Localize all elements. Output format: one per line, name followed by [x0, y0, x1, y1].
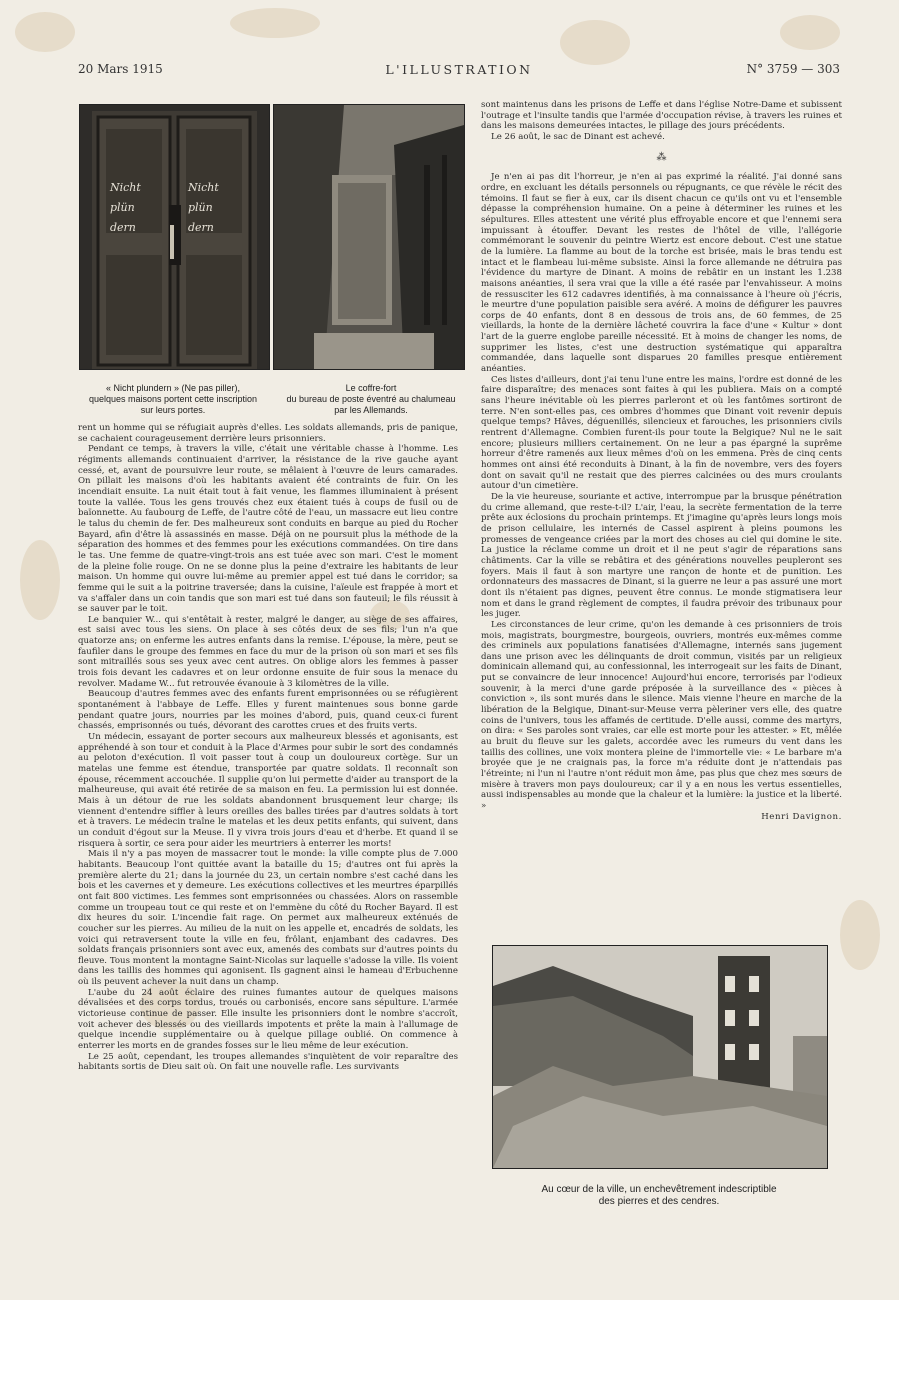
- journal-title: L'ILLUSTRATION: [385, 62, 533, 77]
- paper-stain: [840, 900, 880, 970]
- caption-line: Le coffre-fort: [345, 383, 397, 393]
- caption-line: quelques maisons portent cette inscription: [88, 394, 258, 404]
- safe-illustration: [274, 105, 464, 369]
- issue-date: 20 Mars 1915: [78, 62, 163, 76]
- paragraph: Pendant ce temps, à travers la ville, c'était une véritable chasse à l'homme. Les régiments allemands continuaient d'arriver, la résistance de la rive gauche ayant cessé, et, avant de poursuivre leur route, se mêlaient à l'œuvre de leurs camarades. On pillait les maisons d'où les habitants avaient été contraints de fuir. On les incendiait ensuite. La nuit était tout à fait venue, les flammes illuminaient à présent toute la vallée. Tous les gens trouvés chez eux étaient tués à coups de fusil ou de baïonnette. Au faubourg de Leffe, de l'autre côté de l'eau, un massacre eut lieu contre le talus du chemin de fer. Des malheureux sont conduits en barque au pied du Rocher Bayard, afin d'être là assassinés en masse. Déjà on ne poursuit plus la méthode de la séparation des hommes et des femmes pour les exécutions commandées. On tire dans le tas. Une femme de quatre-vingt-trois ans est tuée avec son mari. C'est le moment de la pleine folie rouge. On ne se donne plus la peine d'extraire les habitants de leur maison. Un homme qui ouvre lui-même au premier appel est tué dans le corridor; sa femme qui le suit a la poitrine traversée; dans la cuisine, l'aïeule est frappée à mort et va s'affaler dans un coin tandis que son mari est tué dans son fauteuil; le fils réussit à se sauver par le toit.: [78, 444, 458, 615]
- safe-photo: [273, 104, 465, 370]
- paragraph: Le banquier W... qui s'entêtait à rester, malgré le danger, au siège de ses affaires, est saisi avec tous les siens. On place à ses côtés deux de ses fils; l'un n'a que quatorze ans; on enferme les autres enfants dans la remise. L'épouse, la mère, peut se faufiler dans le groupe des femmes en face du mur de la prison où son mari et ses fils sont mitraillés sous ses yeux avec cent autres. On oblige alors les femmes à passer trois fois devant les cadavres et on leur ordonne ensuite de fuir sous la menace du revolver. Madame W... fut retrouvée évanouie à 3 kilomètres de la ville.: [78, 614, 458, 689]
- door-photo-caption: [62, 383, 284, 416]
- paragraph: Mais il n'y a pas moyen de massacrer tout le monde: la ville compte plus de 7.000 habitants. Beaucoup l'ont quittée avant la bataille du 15; d'autres ont fui après la première alerte du 21; dans la journée du 23, un certain nombre s'est caché dans les bois et les cavernes et y demeure. Les exécutions collectives et les meurtres éparpillés ont fait 800 victimes. Les femmes sont emprisonnées ou chassées. Alors on rassemble comme un troupeau tout ce qui reste et on l'emmène du côté du Rocher Bayard. Il est dix heures du soir. L'incendie fait rage. On permet aux malheureux exténués de coucher sur les pierres. Au milieu de la nuit on les appelle et, encadrés de soldats, les voici qui retraversent toute la ville en feu, frôlant, enjambant des cadavres. Des soldats français prisonniers sont avec eux, amenés des combats sur d'autres points du fleuve. Tous montent la montagne Saint-Nicolas sur laquelle s'adosse la ville. Ils voient dans les taillis des hommes qui agonisent. Ils gagnent ainsi le hameau d'Erbuchenne où ils peuvent achever la nuit dans un champ.: [78, 849, 458, 988]
- caption-line: sur leurs portes.: [140, 405, 206, 415]
- caption-line: par les Allemands.: [334, 405, 408, 415]
- paper-stain: [20, 540, 60, 620]
- paragraph: Je n'en ai pas dit l'horreur, je n'en ai pas exprimé la réalité. J'ai donné sans ordre, en excluant les détails personnels ou répugnants, ce que révèle le récit des témoins. Il faut se fier à eux, car ils disent chacun ce qu'ils ont vu et l'ensemble dépasse la compréhension humaine. On a peine à déterminer les ruines et les sépultures. Elles attestent une vérité plus effroyable encore et que l'ennemi sera impuissant à étouffer. Devant les restes de l'hôtel de ville, l'allégorie commémorant le souvenir du peintre Wiertz est encore debout. C'est une statue de la lumière. La flamme au bout de la torche est brisée, mais le bras tendu est intact et le flambeau lui-même subsiste. Ainsi la force allemande ne détruira pas l'évidence du martyre de Dinant. A moins de rebâtir en un instant les 1.238 maisons anéanties, il sera vrai que la ville a été rasée par l'envahisseur. A moins de ressusciter les 612 cadavres identifiés, à ma connaissance à l'heure où j'écris, le meurtre d'une population paisible sera avéré. A moins de défigurer les pauvres corps de 40 enfants, dont 8 en dessous de trois ans, de 60 femmes, de 25 vieillards, la honte de la dernière lâcheté couvrira la face d'une « Kultur » dont l'art de la guerre englobe pareille nécessité. Et à moins de changer les noms, de supprimer les listes, c'est une destruction systématique qui apparaîtra commandée, dans laquelle sont disparues 20 familles presque entièrement anéanties.: [481, 172, 842, 375]
- paper-stain: [780, 15, 840, 50]
- safe-photo-caption: [268, 383, 474, 416]
- ruins-photo: [492, 945, 828, 1169]
- door-photo: [79, 104, 270, 370]
- paragraph: Le 26 août, le sac de Dinant est achevé.: [491, 131, 665, 142]
- paragraph: sont maintenus dans les prisons de Leffe et dans l'église Notre-Dame et subissent l'outrage et l'insulte tandis que l'armée d'occupation révise, à travers les ruines et dans les maisons demeurées intactes, le pillage des jours précédents.: [481, 100, 842, 132]
- caption-line: des pierres et des cendres.: [598, 1196, 720, 1207]
- door-writing-line3: dern: [110, 221, 136, 234]
- paragraph: rent un homme qui se réfugiait auprès d'elles. Les soldats allemands, pris de panique, se cachaient courageusement derrière leurs prisonniers.: [78, 423, 458, 444]
- paper-stain: [15, 12, 75, 52]
- caption-line: du bureau de poste éventré au chalumeau: [286, 394, 456, 404]
- page-number: N° 3759 — 303: [746, 62, 840, 76]
- paper-stain: [560, 20, 630, 65]
- door-writing-line1: Nicht: [188, 181, 219, 194]
- right-text-column: [481, 100, 842, 930]
- paragraph: De la vie heureuse, souriante et active, interrompue par la brusque pénétration du crime allemand, que reste-t-il? L'air, l'eau, la secrète fermentation de la terre prête aux éclosions du prochain printemps. Et j'imagine qu'après leurs longs mois de prison cellulaire, les internés de Cassel aspirent à pleins poumons les promesses de vengeance criées par la mort des choses au ciel qui domine le site. La justice la réclame comme un droit et il ne peut s'agir de réparations sans châtiments. Car la ville se rebâtira et des générations nouvelles peupleront ses foyers. Mais il faut à son martyre une rançon de honte et de punition. Les ordonnateurs des massacres de Dinant, si la guerre ne leur a pas assuré une mort dont ils n'étaient pas dignes, peuvent être connus. Le monde stigmatisera leur nom et dans le grand règlement de comptes, il faudra prévoir des tribunaux pour les juger.: [481, 491, 842, 620]
- section-break-asterism: ⁂: [656, 151, 667, 163]
- ruins-photo-caption: [492, 1184, 826, 1208]
- author-signature: Henri Davignon.: [761, 811, 842, 822]
- ruins-illustration: [493, 946, 827, 1168]
- door-writing-line2: plün: [110, 201, 135, 214]
- page-header: [78, 62, 840, 82]
- paragraph: L'aube du 24 août éclaire des ruines fumantes autour de quelques maisons dévalisées et des corps tordus, troués ou carbonisés, encore sans sépulture. L'armée victorieuse continue de passer. Elle insulte les prisonniers dont le nombre s'accroît, voit achever des blessés ou des vieillards impotents et prête la main à l'allumage de quelque incendie supplémentaire ou à quelque pillage oublié. On commence à enterrer les morts en de grandes fosses sur le lieu même de leur exécution.: [78, 987, 458, 1052]
- door-writing-line2: plün: [188, 201, 213, 214]
- paragraph: Un médecin, essayant de porter secours aux malheureux blessés et agonisants, est appréhendé à son tour et conduit à la Place d'Armes pour subir le sort des condamnés au peloton d'exécution. Il voit passer tout à coup un douloureux cortège. Sur un matelas une femme est étendue, transportée par quatre soldats. Il reconnaît son épouse, récemment accouchée. Il supplie qu'on lui permette d'aider au transport de la malheureuse, qui avait été retirée de sa maison en feu. La permission lui est donnée. Mais à un détour de rue les soldats abandonnent brusquement leur charge; ils viennent d'entendre siffler à leurs oreilles des balles tirées par d'autres soldats à tort et à travers. Le médecin traîne le matelas et les deux petits enfants, qui suivent, dans un conduit d'égout sur la Meuse. Il y vivra trois jours d'eau et d'herbe. Et quand il se risquera à sortir, ce sera pour aider les meurtriers à enterrer les morts!: [78, 732, 458, 849]
- paper-stain: [230, 8, 320, 38]
- caption-line: « Nicht plundern » (Ne pas piller),: [105, 383, 241, 393]
- paragraph: Les circonstances de leur crime, qu'on les demande à ces prisonniers de trois mois, magistrats, bourgmestre, bourgeois, ouvriers, montrés eux-mêmes comme des criminels aux populations fanatisées d'Allemagne, internés sans jugement dans une prison avec les délinquants de droit commun, visités par un religieux dominicain allemand qui, au confessionnal, les interrogeait sur les faits de Dinant, put se convaincre de leur innocence! Aujourd'hui encore, terrorisés par l'odieux souvenir, à la merci d'une garde préposée à la surveillance des « pièces à conviction », ils sont murés dans le silence. Mais vienne l'heure en marche de la libération de la Belgique, Dinant-sur-Meuse verra pèleriner vers elle, des quatre coins de l'univers, tous les affamés de certitude. D'elle aussi, comme des martyrs, on dira: « Ses paroles sont vraies, car elle est morte pour les attester. » Et, mêlée au bruit du fleuve sur les galets, accordée avec les rumeurs du vent dans les taillis des collines, une voix montera pleine de l'immortelle vie: « Le barbare m'a broyée que je ne craignais pas, la force m'a réduite dont je n'attendais pas l'étreinte; ni l'un ni l'autre n'ont réduit mon âme, pas plus que chez mes sœurs de misère à travers mon pays douloureux; car il y a en nous les vertus essentielles, aussi indispensables au monde que la chaleur et la lumière: la justice et la liberté. »: [481, 619, 842, 811]
- door-writing-line1: Nicht: [110, 181, 141, 194]
- door-writing-line3: dern: [188, 221, 214, 234]
- caption-line: Au cœur de la ville, un enchevêtrement indescriptible: [541, 1184, 777, 1195]
- door-illustration: [80, 105, 269, 369]
- paragraph: Le 25 août, cependant, les troupes allemandes s'inquiètent de voir reparaître des habitants sortis de Dieu sait où. On fait une nouvelle rafle. Les survivants: [78, 1051, 458, 1073]
- paragraph: Beaucoup d'autres femmes avec des enfants furent emprisonnées ou se réfugièrent spontanément à l'abbaye de Leffe. Elles y furent maintenues sous bonne garde pendant quatre jours, nourries par les moines d'abord, puis, quand ceux-ci furent chassés, emprisonnés ou tués, dévorant des carottes crues et des fruits verts.: [78, 689, 458, 732]
- paragraph: Ces listes d'ailleurs, dont j'ai tenu l'une entre les mains, l'ordre est donné de les faire disparaître; des menaces sont faites à qui les publiera. Mais on a compté sans l'heure inévitable où les pierres parleront et où les fantômes sortiront de terre. N'en sont-elles pas, ces ombres d'hommes que Dinant voit revenir depuis quelque temps? Hâves, déguenillés, silencieux et farouches, les prisonniers civils rentrent d'Allemagne. Combien furent-ils pour toute la Belgique? Nul ne le sait encore; plusieurs milliers certainement. On ne leur a pas épargné la suprême horreur d'être ramenés aux lieux mêmes d'où on les emmena. Près de cinq cents hommes ont ainsi été reconduits à Dinant, à la fin de novembre, vers des foyers dont on savait qu'il ne restait que des pierres calcinées ou des murs croulants autour d'un cimetière.: [481, 374, 842, 492]
- left-text-column: [78, 423, 458, 1223]
